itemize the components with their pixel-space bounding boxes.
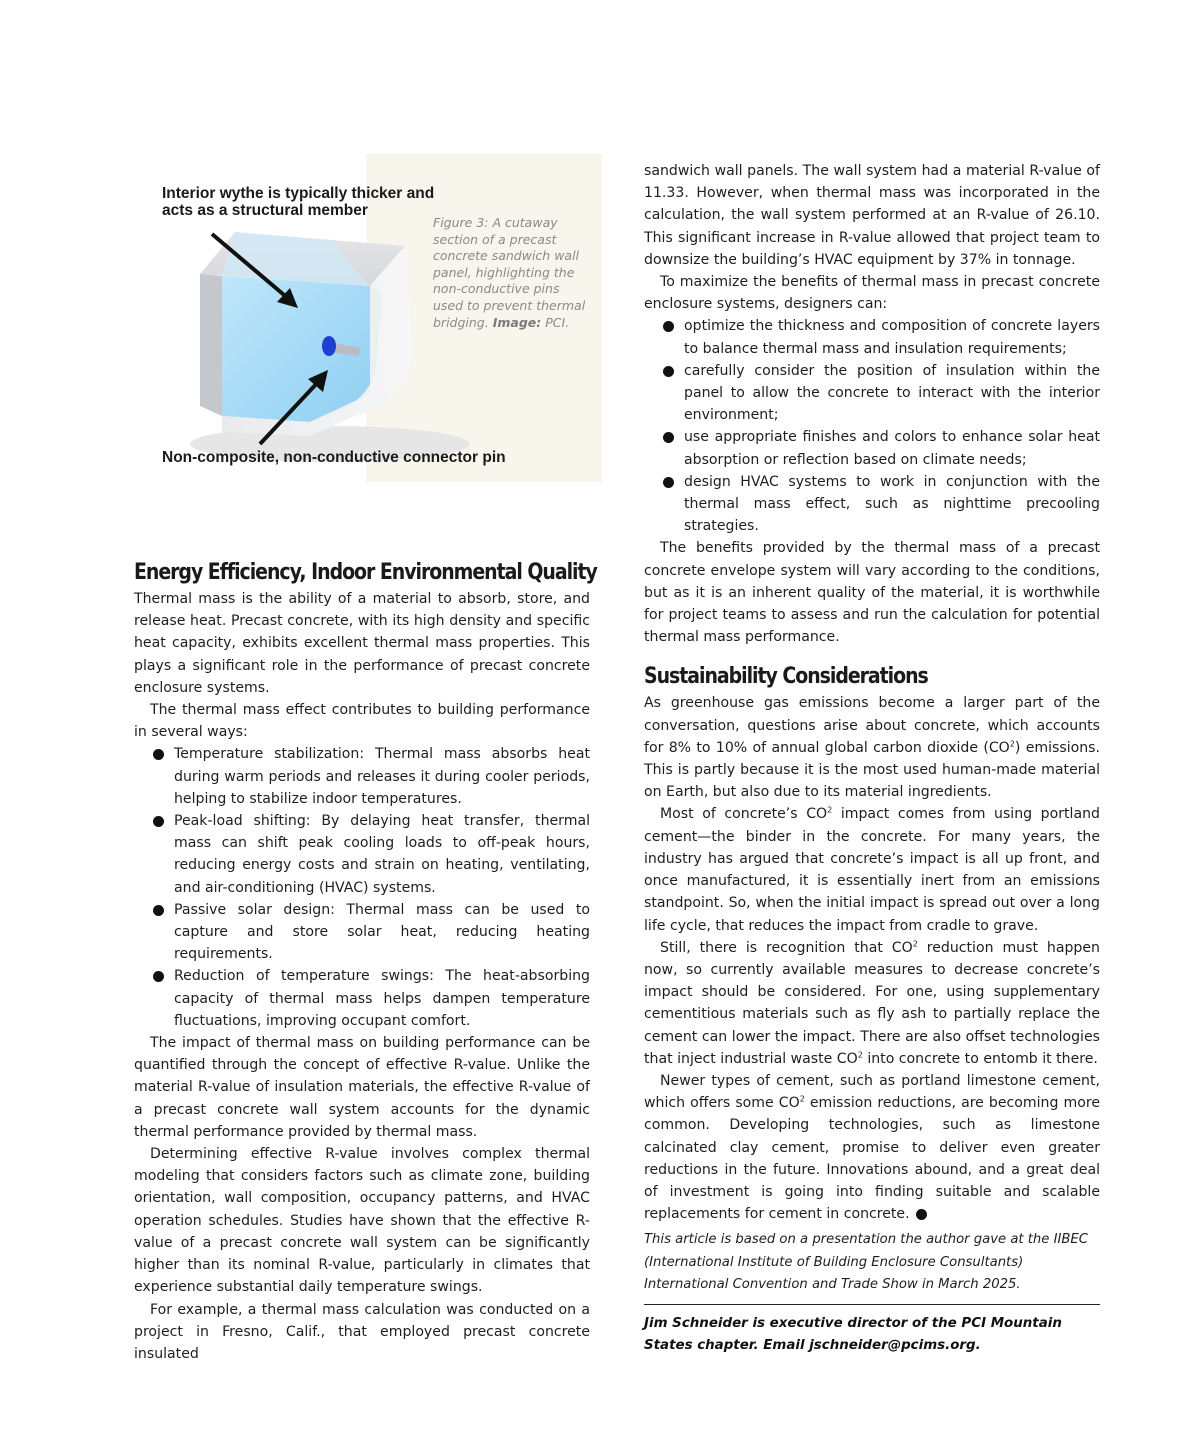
list-item: Peak-load shifting: By delaying heat transfer, thermal mass can shift peak cooling loads to off-peak hours, reducing energy costs and strain on heating, ventilating, and air-conditioning (HVAC) systems.: [174, 810, 590, 899]
connector-pin-head: [322, 336, 336, 356]
list-item: Temperature stabilization: Thermal mass absorbs heat during warm periods and releases it during cooler periods, helping to stabilize indoor temperatures.: [174, 743, 590, 810]
text-run: impact comes from using portland cement—the binder in the concrete. For many years, the industry has argued that concrete’s impact is all up front, and once manufactured, it is essentially inert from an emissions standpoint. So, when the initial impact is spread out over a long life cycle, that reduces the impact from cradle to grave.: [644, 806, 1100, 934]
text-run: into concrete to entomb it there.: [862, 1050, 1098, 1067]
list-item: Reduction of temperature swings: The heat-absorbing capacity of thermal mass helps dampen temperature fluctuations, improving occupant comfort.: [174, 965, 590, 1032]
right-column: [644, 160, 1100, 1357]
article-note: This article is based on a presentation the author gave at the IIBEC (International Institute of Building Enclosure Consultants) International Convention and Trade Show in March 2025.: [644, 1232, 1088, 1292]
figure-credit-label: Image:: [492, 314, 542, 330]
paragraph: [644, 1070, 1100, 1225]
figure-caption-text: Figure 3: A cutaway section of a precast concrete sandwich wall panel, highlighting the non-conductive pins used to prevent thermal bridging.: [433, 215, 586, 330]
paragraph: [644, 803, 1100, 936]
paragraph: The impact of thermal mass on building performance can be quantified through the concept of effective R-value. Unlike the material R-value of insulation materials, the effective R-value of a precast concrete wall system accounts for the dynamic thermal performance provided by thermal mass.: [134, 1035, 590, 1140]
subscript-2: 2: [857, 1050, 863, 1060]
outer-wythe: [200, 274, 222, 416]
list-item: design HVAC systems to work in conjunction with the thermal mass effect, such as nighttime precooling strategies.: [684, 471, 1100, 538]
list-item: optimize the thickness and composition of concrete layers to balance thermal mass and insulation requirements;: [684, 315, 1100, 359]
text-run: Newer types of cement, such as portland limestone cement, which offers some CO: [644, 1072, 1100, 1112]
list-item: carefully consider the position of insulation within the panel to allow the concrete to interact with the interior environment;: [684, 360, 1100, 427]
subscript-2: 2: [799, 1094, 805, 1104]
list-item: Passive solar design: Thermal mass can be used to capture and store solar heat, reducing heating requirements.: [174, 899, 590, 966]
text-run: ) emissions. This is partly because it is the most used human-made material on Earth, but also due to its material ingredients.: [644, 739, 1100, 801]
text-run: Most of concrete’s CO: [660, 806, 828, 823]
figure-label-interior-wythe: Interior wythe is typically thicker and acts as a structural member: [162, 185, 435, 219]
subscript-2: 2: [912, 939, 918, 949]
bullet-list: [644, 315, 1100, 537]
paragraph: [644, 937, 1100, 1070]
paragraph: For example, a thermal mass calculation was conducted on a project in Fresno, Calif., that employed precast concrete insulated: [134, 1301, 590, 1362]
divider: [644, 1304, 1100, 1305]
figure-caption: [433, 215, 593, 331]
text-run: As greenhouse gas emissions become a larger part of the conversation, questions arise about concrete, which accounts for 8% to 10% of annual global carbon dioxide (CO: [644, 695, 1100, 756]
section-heading-energy-efficiency: Energy Efficiency, Indoor Environmental Quality: [134, 560, 597, 585]
paragraph: To maximize the benefits of thermal mass in precast concrete enclosure systems, designers can:: [644, 274, 1100, 313]
section-heading-sustainability: Sustainability Considerations: [644, 664, 928, 690]
paragraph: Determining effective R-value involves complex thermal modeling that considers factors such as climate zone, building orientation, wall composition, occupancy patterns, and HVAC operation schedules. Studies have shown that the effective R-value of a precast concrete wall system can be significantly higher than its nominal R-value, particularly in climates that experience substantial daily temperature swings.: [134, 1146, 590, 1296]
left-column: [134, 552, 597, 1365]
list-item: use appropriate finishes and colors to enhance solar heat absorption or reflection based on climate needs;: [684, 426, 1100, 470]
paragraph: The benefits provided by the thermal mass of a precast concrete envelope system will vary according to the conditions, but as it is an inherent quality of the material, it is worthwhile for project teams to assess and run the calculation for potential thermal mass performance.: [644, 540, 1100, 646]
paragraph: The thermal mass effect contributes to building performance in several ways:: [134, 702, 590, 741]
text-run: reduction must happen now, so currently available measures to decrease concrete’s impact should be considered. For one, using supplementary cementitious materials such as fly ash to partially replace the cement can lower the impact. There are also offset technologies that inject industrial waste CO: [644, 939, 1100, 1067]
end-of-article-mark: [916, 1209, 927, 1220]
bullet-list: [134, 743, 590, 1032]
figure-3: [130, 154, 602, 484]
figure-credit-value: PCI.: [545, 314, 570, 330]
paragraph: Thermal mass is the ability of a material to absorb, store, and release heat. Precast concrete, with its high density and specific heat capacity, exhibits excellent thermal mass properties. This plays a significant role in the performance of precast concrete enclosure systems.: [134, 591, 590, 696]
subscript-2: 2: [1009, 739, 1015, 749]
paragraph: [644, 692, 1100, 803]
paragraph: sandwich wall panels. The wall system had a material R-value of 11.33. However, when thermal mass was incorporated in the calculation, the wall system performed at an R-value of 26.10. This significant increase in R-value allowed that project team to downsize the building’s HVAC equipment by 37% in tonnage.: [644, 163, 1100, 268]
subscript-2: 2: [827, 805, 833, 815]
text-run: emission reductions, are becoming more common. Developing technologies, such as limestone calcinated clay cement, promise to deliver even greater reductions in the future. Innovations abound, and a great deal of investment is going into finding suitable and scalable replacements for cement in concrete.: [644, 1095, 1101, 1223]
text-run: Still, there is recognition that CO: [660, 939, 913, 956]
figure-label-connector-pin: Non-composite, non-conductive connector pin: [162, 449, 506, 466]
author-bio: Jim Schneider is executive director of the PCI Mountain States chapter. Email jschneider@pcims.org.: [644, 1315, 1062, 1354]
